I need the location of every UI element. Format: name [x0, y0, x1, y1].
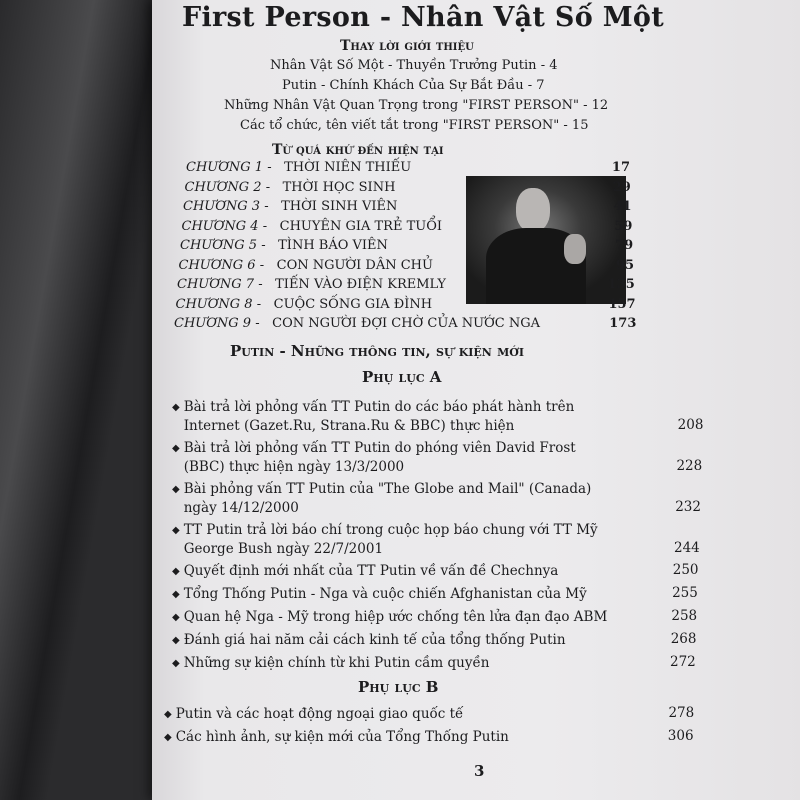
- bullet-icon: ◆: [172, 484, 180, 495]
- item-line: Quyết định mới nhất của TT Putin về vấn đề Chechnya: [183, 563, 559, 579]
- chapter-page: 173: [609, 316, 637, 331]
- appendix-item[interactable]: [172, 585, 587, 604]
- intro-entry: Putin - Chính Khách Của Sự Bắt Đầu - 7: [282, 78, 545, 93]
- item-line: Quan hệ Nga - Mỹ trong hiệp ước chống tên lửa đạn đạo ABM: [183, 609, 608, 625]
- chapter-page: 95: [615, 257, 634, 273]
- intro-entry: Những Nhân Vật Quan Trọng trong "FIRST PERSON" - 12: [224, 98, 609, 113]
- appendix-page: 255: [672, 585, 698, 601]
- chapter-label: CHƯƠNG 2 -: [184, 179, 271, 195]
- chapter-label: CHƯƠNG 1 -: [186, 160, 272, 175]
- chapter-label: CHƯƠNG 6 -: [178, 257, 265, 273]
- chapter-entry[interactable]: [185, 180, 396, 195]
- bullet-icon: ◆: [172, 443, 180, 454]
- chapter-entry[interactable]: [186, 160, 411, 175]
- item-line: Bài trả lời phỏng vấn TT Putin do các báo phát hành trên: [183, 399, 575, 415]
- item-line: George Bush ngày 22/7/2001: [183, 541, 384, 557]
- chapter-title: TÌNH BÁO VIÊN: [278, 238, 388, 253]
- chapter-entry[interactable]: [182, 219, 443, 234]
- appendix-item[interactable]: [172, 562, 558, 581]
- chapter-entry[interactable]: [180, 238, 388, 253]
- item-line: ngày 14/12/2000: [183, 500, 299, 516]
- chapter-entry[interactable]: [179, 258, 433, 273]
- item-line: Đánh giá hai năm cải cách kinh tế của tổng thống Putin: [183, 632, 566, 648]
- item-line: Bài trả lời phỏng vấn TT Putin do phóng viên David Frost: [183, 440, 576, 456]
- intro-entry: Các tổ chức, tên viết tắt trong "FIRST PERSON" - 15: [240, 118, 589, 133]
- chapter-page: 59: [614, 218, 633, 234]
- item-line: Các hình ảnh, sự kiện mới của Tổng Thống Putin: [175, 729, 509, 745]
- item-line: Những sự kiện chính từ khi Putin cầm quyền: [183, 655, 490, 671]
- chapter-label: CHƯƠNG 5 -: [180, 238, 266, 253]
- item-line: (BBC) thực hiện ngày 13/3/2000: [183, 459, 405, 475]
- chapter-title: THỜI NIÊN THIẾU: [284, 160, 412, 175]
- bullet-icon: ◆: [172, 635, 180, 646]
- page-number: 3: [474, 762, 485, 780]
- appendix-item[interactable]: [172, 480, 591, 518]
- chapter-title: THỜI SINH VIÊN: [281, 199, 398, 214]
- appendix-item[interactable]: [164, 705, 463, 724]
- appendix-page: 272: [669, 654, 696, 670]
- chapter-label: CHƯƠNG 8 -: [175, 296, 262, 312]
- bullet-icon: ◆: [172, 589, 180, 600]
- chapter-title: CHUYÊN GIA TRẺ TUỔI: [279, 218, 443, 234]
- chapter-page: 157: [608, 296, 636, 312]
- chapter-title: CON NGƯỜI DÂN CHỦ: [276, 257, 433, 273]
- appendix-item[interactable]: [172, 398, 574, 436]
- intro-entry: Nhân Vật Số Một - Thuyền Trưởng Putin - 4: [270, 58, 558, 73]
- appendix-page: 250: [672, 562, 699, 578]
- chapter-page: 41: [613, 199, 632, 214]
- item-line: Bài phỏng vấn TT Putin của "The Globe and Mail" (Canada): [183, 481, 592, 497]
- appendix-item[interactable]: [172, 608, 607, 627]
- chapter-label: CHƯƠNG 4 -: [181, 218, 268, 234]
- chapter-page: 17: [611, 160, 630, 175]
- bullet-icon: ◆: [172, 566, 180, 577]
- chapter-label: CHƯƠNG 7 -: [177, 277, 263, 292]
- appendix-page: 232: [675, 499, 701, 515]
- chapter-page: 135: [607, 277, 635, 292]
- appendix-item[interactable]: [172, 654, 489, 673]
- appendix-page: 268: [670, 631, 697, 647]
- appendix-page: 306: [667, 728, 694, 744]
- chapter-title: THỜI HỌC SINH: [282, 179, 396, 195]
- book-page: [152, 0, 800, 800]
- past-heading: Từ quá khứ đến hiện tại: [272, 142, 444, 158]
- appendix-page: 278: [668, 705, 695, 721]
- appendix-item[interactable]: [172, 631, 566, 650]
- bullet-icon: ◆: [172, 525, 180, 536]
- item-line: Putin và các hoạt động ngoại giao quốc tế: [175, 706, 464, 722]
- chapter-page: 29: [612, 179, 631, 195]
- appendix-a-heading: Phụ lục A: [362, 368, 442, 386]
- intro-heading: Thay lời giới thiệu: [340, 38, 474, 54]
- chapter-label: CHƯƠNG 3 -: [183, 199, 269, 214]
- chapter-page: 79: [615, 238, 634, 253]
- chapter-entry[interactable]: [174, 316, 540, 331]
- chapter-entry[interactable]: [177, 277, 446, 292]
- chapter-title: CON NGƯỜI ĐỢI CHỜ CỦA NƯỚC NGA: [272, 316, 541, 331]
- appendix-item[interactable]: [172, 521, 598, 559]
- appendix-item[interactable]: [172, 439, 576, 477]
- appendix-page: 244: [673, 540, 700, 556]
- bullet-icon: ◆: [164, 709, 172, 720]
- appendix-item[interactable]: [164, 728, 509, 747]
- bullet-icon: ◆: [164, 732, 172, 743]
- chapter-title: CUỘC SỐNG GIA ĐÌNH: [273, 296, 433, 312]
- appendix-page: 208: [677, 417, 704, 433]
- news-heading: Putin - Những thông tin, sự kiện mới: [230, 342, 524, 360]
- item-line: Tổng Thống Putin - Nga và cuộc chiến Afghanistan của Mỹ: [183, 586, 587, 602]
- bullet-icon: ◆: [172, 402, 180, 413]
- chapter-entry[interactable]: [183, 199, 397, 214]
- bullet-icon: ◆: [172, 658, 180, 669]
- appendix-b-heading: Phụ lục B: [358, 678, 439, 696]
- book-title: First Person - Nhân Vật Số Một: [182, 2, 664, 33]
- bullet-icon: ◆: [172, 612, 180, 623]
- chapter-label: CHƯƠNG 9 -: [174, 316, 260, 331]
- appendix-page: 258: [671, 608, 698, 624]
- appendix-page: 228: [676, 458, 703, 474]
- item-line: Internet (Gazet.Ru, Strana.Ru & BBC) thực hiện: [183, 418, 515, 434]
- chapter-title: TIẾN VÀO ĐIỆN KREMLY: [275, 277, 446, 292]
- chapter-entry[interactable]: [176, 297, 433, 312]
- item-line: TT Putin trả lời báo chí trong cuộc họp báo chung với TT Mỹ: [183, 522, 598, 538]
